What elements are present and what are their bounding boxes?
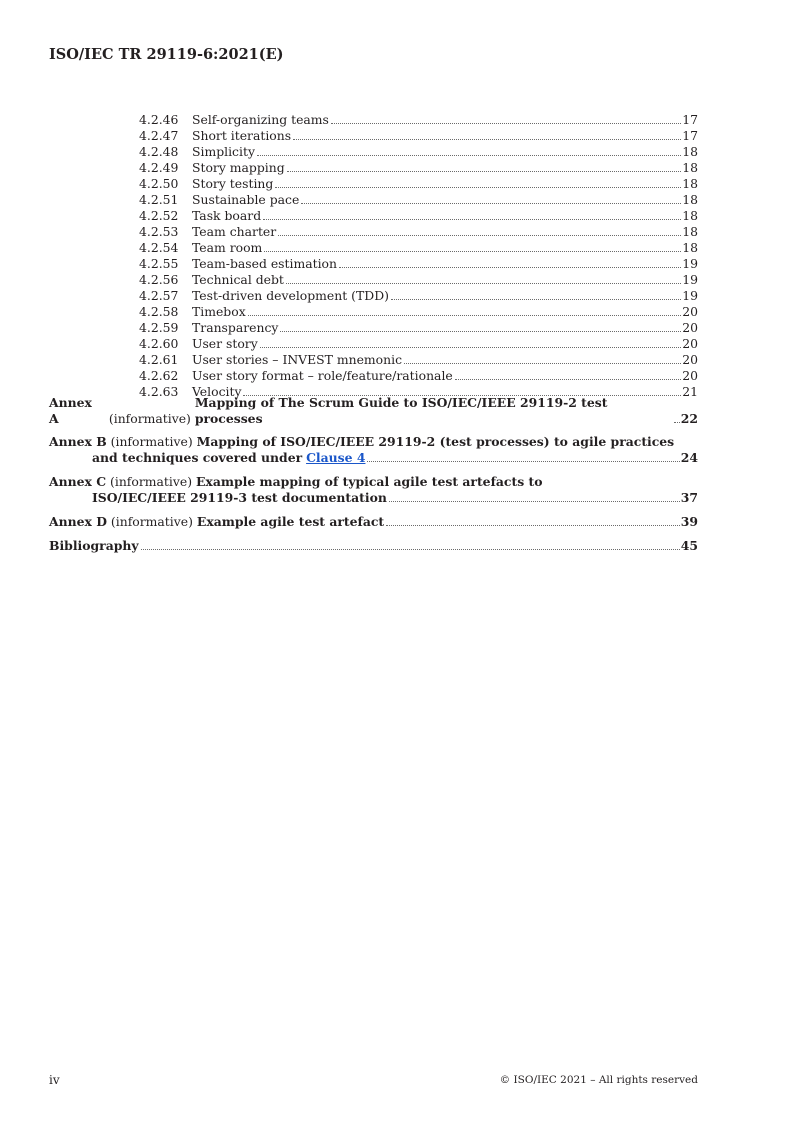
toc-entry[interactable]: [139, 128, 698, 144]
annex-a-kind: (informative): [108, 411, 191, 426]
toc-entry[interactable]: [139, 272, 698, 288]
toc-entry[interactable]: [139, 160, 698, 176]
toc-entry-page: 18: [682, 192, 698, 207]
toc-entry-title: Team charter: [192, 224, 277, 239]
annex-a-label: Annex A: [49, 395, 92, 426]
toc-annex-b-line2[interactable]: [49, 450, 698, 466]
dot-leader: [386, 525, 680, 526]
toc-entry[interactable]: [139, 352, 698, 368]
toc-entry-title: Timebox: [192, 304, 246, 319]
toc-entry[interactable]: [139, 240, 698, 256]
toc-entry[interactable]: [139, 176, 698, 192]
dot-leader: [389, 501, 680, 502]
dot-leader: [286, 283, 681, 284]
toc-entry-title: Velocity: [192, 384, 242, 399]
toc-entry-number: 4.2.54: [139, 240, 179, 255]
annex-c-title-line1: Example mapping of typical agile test artefacts to: [195, 474, 543, 489]
dot-leader: [339, 267, 681, 268]
dot-leader: [263, 219, 681, 220]
toc-entry[interactable]: [139, 208, 698, 224]
dot-leader: [287, 171, 682, 172]
copyright-notice: © ISO/IEC 2021 – All rights reserved: [499, 1074, 698, 1086]
annex-c-page: 37: [680, 490, 698, 505]
annex-b-kind: (informative): [110, 434, 193, 449]
toc-entry-number: 4.2.49: [139, 160, 179, 175]
toc-entry-page: 19: [682, 272, 698, 287]
dot-leader: [293, 139, 681, 140]
toc-entry-page: 17: [682, 112, 698, 127]
annex-c-kind: (informative): [110, 474, 193, 489]
toc-entry-number: 4.2.51: [139, 192, 179, 207]
page-number: iv: [49, 1073, 60, 1087]
annex-d-title: Example agile test artefact: [196, 514, 385, 529]
annex-d-page: 39: [680, 514, 698, 529]
annex-c-label: Annex C: [49, 474, 107, 489]
toc-annex-c-line2[interactable]: [49, 490, 698, 506]
toc-entry-title: Short iterations: [192, 128, 292, 143]
dot-leader: [260, 347, 682, 348]
toc-entry[interactable]: [139, 320, 698, 336]
toc-entry-title: User stories – INVEST mnemonic: [192, 352, 403, 367]
dot-leader: [257, 155, 681, 156]
toc-entry-title: Test-driven development (TDD): [192, 288, 389, 303]
annex-b-page: 24: [680, 450, 698, 465]
toc-annex-b-line1[interactable]: [49, 434, 698, 450]
toc-entry[interactable]: [139, 288, 698, 304]
toc-entry-title: Task board: [192, 208, 262, 223]
toc-entry-title: User story format – role/feature/rationale: [192, 368, 453, 383]
toc-entry-page: 19: [682, 256, 698, 271]
toc-entry-number: 4.2.57: [139, 288, 179, 303]
toc-entry-title: Story testing: [192, 176, 274, 191]
toc-entry-page: 18: [682, 144, 698, 159]
clause-4-link[interactable]: Clause 4: [306, 450, 366, 465]
dot-leader: [404, 363, 681, 364]
toc-entry-title: Team-based estimation: [192, 256, 337, 271]
toc-entry-page: 18: [682, 208, 698, 223]
toc-entry-number: 4.2.55: [139, 256, 179, 271]
toc-entry-title: Simplicity: [192, 144, 255, 159]
toc-annex-a[interactable]: [49, 395, 698, 427]
annex-b-title-line2: and techniques covered under: [92, 450, 303, 465]
dot-leader: [248, 315, 682, 316]
toc-entry-number: 4.2.62: [139, 368, 179, 383]
dot-leader: [391, 299, 681, 300]
toc-entry-number: 4.2.59: [139, 320, 179, 335]
toc-entry-number: 4.2.47: [139, 128, 179, 143]
annex-d-label: Annex D: [49, 514, 107, 529]
toc-entry-number: 4.2.50: [139, 176, 179, 191]
toc-entry-title: Self-organizing teams: [192, 112, 329, 127]
toc-entry-page: 20: [682, 304, 698, 319]
dot-leader: [367, 461, 679, 462]
dot-leader: [301, 203, 681, 204]
dot-leader: [264, 251, 681, 252]
dot-leader: [674, 422, 680, 423]
toc-annex-c-line1[interactable]: [49, 474, 698, 490]
annex-b-label: Annex B: [49, 434, 107, 449]
dot-leader: [280, 331, 681, 332]
toc-entry-number: 4.2.48: [139, 144, 179, 159]
dot-leader: [331, 123, 681, 124]
toc-entry-page: 20: [682, 352, 698, 367]
toc-entry-number: 4.2.46: [139, 112, 179, 127]
toc-entry-title: User story: [192, 336, 258, 351]
toc-entry-page: 18: [682, 240, 698, 255]
toc-entry-title: Team room: [192, 240, 263, 255]
toc-entry[interactable]: [139, 368, 698, 384]
annex-a-page: 22: [680, 411, 698, 426]
toc-entry-page: 18: [682, 224, 698, 239]
toc-bibliography[interactable]: [49, 538, 698, 554]
toc-entry-number: 4.2.58: [139, 304, 179, 319]
toc-entry-number: 4.2.61: [139, 352, 179, 367]
toc-entry-title: Transparency: [192, 320, 279, 335]
toc-entry-page: 19: [682, 288, 698, 303]
toc-entry-title: Technical debt: [192, 272, 284, 287]
toc-entry-page: 20: [682, 368, 698, 383]
toc-entry-title: Story mapping: [192, 160, 285, 175]
dot-leader: [455, 379, 681, 380]
dot-leader: [278, 235, 681, 236]
toc-entry-page: 17: [682, 128, 698, 143]
toc-entry-page: 20: [682, 320, 698, 335]
toc-entry-number: 4.2.60: [139, 336, 179, 351]
toc-entry-page: 20: [682, 336, 698, 351]
toc-entry[interactable]: [139, 144, 698, 160]
toc-entry-page: 18: [682, 176, 698, 191]
toc-entry-page: 18: [682, 160, 698, 175]
annex-b-title-line1: Mapping of ISO/IEC/IEEE 29119-2 (test processes) to agile practices: [196, 434, 675, 449]
toc-entry-title: Sustainable pace: [192, 192, 300, 207]
toc-annex-d[interactable]: [49, 514, 698, 530]
toc-entry-number: 4.2.52: [139, 208, 179, 223]
toc-entry[interactable]: [139, 304, 698, 320]
annex-a-title: Mapping of The Scrum Guide to ISO/IEC/IEEE 29119-2 test processes: [194, 395, 608, 426]
document-id-header: ISO/IEC TR 29119-6:2021(E): [49, 46, 284, 63]
annex-d-kind: (informative): [110, 514, 193, 529]
toc-entry[interactable]: [139, 192, 698, 208]
bibliography-page: 45: [680, 538, 698, 553]
dot-leader: [141, 549, 680, 550]
toc-entry[interactable]: [139, 336, 698, 352]
toc-entry[interactable]: [139, 256, 698, 272]
toc-entry[interactable]: [139, 112, 698, 128]
toc-entry-number: 4.2.53: [139, 224, 179, 239]
toc-entry-page: 21: [682, 384, 698, 399]
toc-entry-number: 4.2.63: [139, 384, 179, 399]
toc-entry[interactable]: [139, 224, 698, 240]
toc-entry-number: 4.2.56: [139, 272, 179, 287]
annex-c-title-line2: ISO/IEC/IEEE 29119-3 test documentation: [92, 490, 387, 505]
dot-leader: [275, 187, 681, 188]
bibliography-title: Bibliography: [49, 538, 139, 553]
